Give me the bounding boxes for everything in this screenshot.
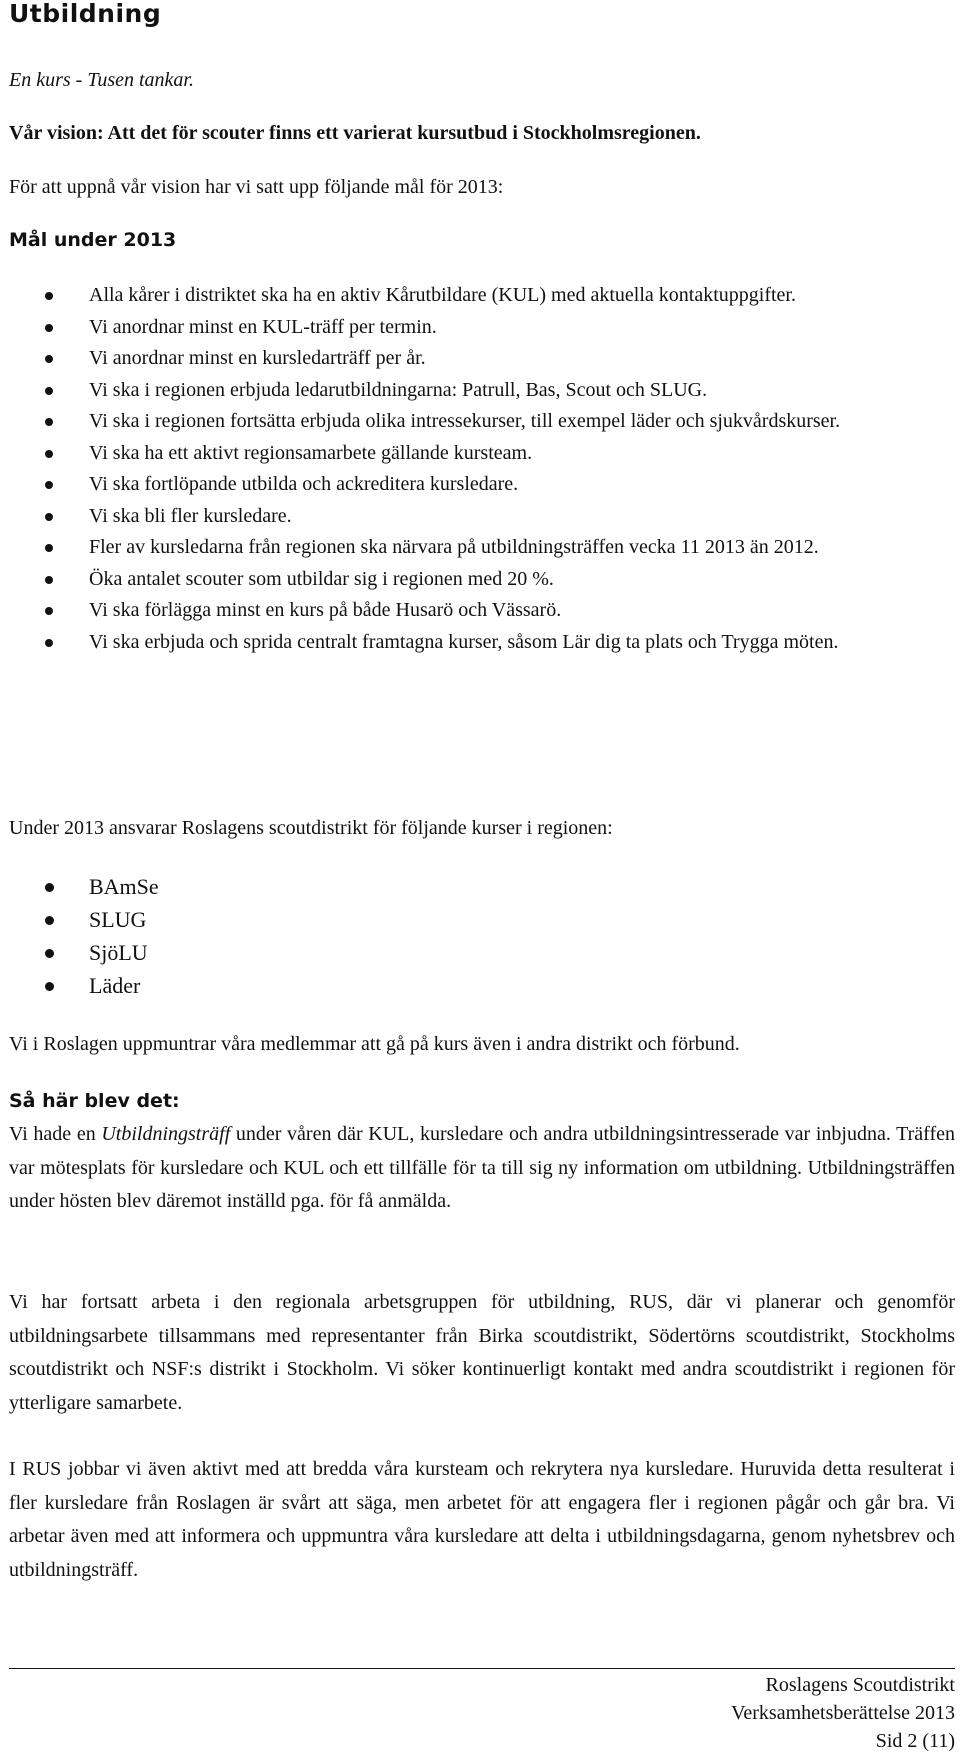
list-item: Vi ska förlägga minst en kurs på både Husarö och Vässarö.	[9, 595, 955, 627]
list-item: Vi ska bli fler kursledare.	[9, 501, 955, 533]
goals-heading: Mål under 2013	[9, 229, 177, 251]
list-item: SjöLU	[9, 936, 159, 969]
bullet-icon	[45, 639, 53, 647]
courses-intro: Under 2013 ansvarar Roslagens scoutdistrikt för följande kurser i regionen:	[9, 817, 613, 839]
list-item: Vi ska i regionen erbjuda ledarutbildningarna: Patrull, Bas, Scout och SLUG.	[9, 375, 955, 407]
bullet-icon	[45, 355, 53, 363]
tagline: En kurs - Tusen tankar.	[9, 69, 194, 91]
bullet-icon	[45, 513, 53, 521]
vision-statement: Vår vision: Att det för scouter finns ett varierat kursutbud i Stockholmsregionen.	[9, 122, 701, 144]
bullet-icon	[45, 982, 54, 991]
courses-list	[9, 870, 159, 1002]
footer-divider	[9, 1668, 955, 1669]
list-item: Läder	[9, 969, 159, 1002]
list-item: Vi ska ha ett aktivt regionsamarbete gällande kursteam.	[9, 438, 955, 470]
page-title: Utbildning	[9, 0, 162, 28]
bullet-icon	[45, 607, 53, 615]
list-item: Fler av kursledarna från regionen ska närvara på utbildningsträffen vecka 11 2013 än 2012.	[9, 532, 955, 564]
footer-report-title: Verksamhetsberättelse 2013	[731, 1702, 955, 1724]
bullet-icon	[45, 883, 54, 892]
list-item: Vi ska i regionen fortsätta erbjuda olika intressekurser, till exempel läder och sjukvårdskurser.	[9, 406, 955, 438]
list-item: Vi ska fortlöpande utbilda och ackreditera kursledare.	[9, 469, 955, 501]
bullet-icon	[45, 450, 53, 458]
result-paragraph-1: Vi hade en Utbildningsträff under våren där KUL, kursledare och andra utbildningsintresserade var inbjudna. Träffen var mötesplats för kursledare och KUL och ett tillfälle för ta till sig ny information om utbildning. Utbildningsträffen under hösten blev däremot inställd pga. för få anmälda.	[9, 1123, 955, 1212]
bullet-icon	[45, 387, 53, 395]
bullet-icon	[45, 576, 53, 584]
page-footer	[731, 1671, 955, 1755]
list-item: BAmSe	[9, 870, 159, 903]
bullet-icon	[45, 324, 53, 332]
goals-intro: För att uppnå vår vision har vi satt upp följande mål för 2013:	[9, 176, 504, 198]
footer-organization: Roslagens Scoutdistrikt	[765, 1674, 955, 1696]
result-heading: Så här blev det:	[9, 1090, 180, 1112]
list-item: Vi anordnar minst en kursledarträff per år.	[9, 343, 955, 375]
list-item: Vi anordnar minst en KUL-träff per termin.	[9, 312, 955, 344]
list-item: Öka antalet scouter som utbildar sig i regionen med 20 %.	[9, 564, 955, 596]
bullet-icon	[45, 544, 53, 552]
list-item: Alla kårer i distriktet ska ha en aktiv Kårutbildare (KUL) med aktuella kontaktuppgifter.	[9, 280, 955, 312]
bullet-icon	[45, 418, 53, 426]
footer-page-number: Sid 2 (11)	[875, 1730, 955, 1752]
bullet-icon	[45, 916, 54, 925]
bullet-icon	[45, 481, 53, 489]
result-paragraph-3: I RUS jobbar vi även aktivt med att bredda våra kursteam och rekrytera nya kursledare. Huruvida detta resulterat i fler kursledare från Roslagen är svårt att säga, men arbetet för att engagera fler i regionen pågår och går bra. Vi arbetar även med att informera och uppmuntra våra kursledare att delta i utbildningsdagarna, genom nyhetsbrev och utbildningsträff.	[9, 1458, 955, 1581]
list-item: Vi ska erbjuda och sprida centralt framtagna kurser, såsom Lär dig ta plats och Trygga möten.	[9, 627, 955, 659]
list-item: SLUG	[9, 903, 159, 936]
encourage-text: Vi i Roslagen uppmuntrar våra medlemmar att gå på kurs även i andra distrikt och förbund.	[9, 1033, 740, 1055]
result-paragraph-2: Vi har fortsatt arbeta i den regionala arbetsgruppen för utbildning, RUS, där vi planerar och genomför utbildningsarbete tillsammans med representanter från Birka scoutdistrikt, Södertörns scoutdistrikt, Stockholms scoutdistrikt och NSF:s distrikt i Stockholm. Vi söker kontinuerligt kontakt med andra scoutdistrikt i regionen för ytterligare samarbete.	[9, 1291, 955, 1414]
goals-list	[9, 280, 955, 658]
bullet-icon	[45, 949, 54, 958]
bullet-icon	[45, 292, 53, 300]
